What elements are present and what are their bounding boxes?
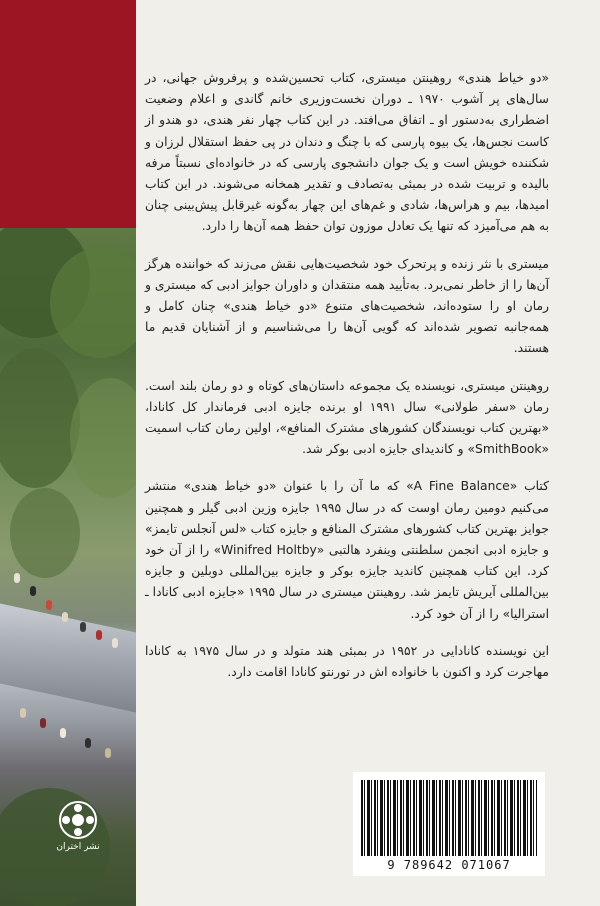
publisher-logo [54,800,102,852]
paragraph-synopsis: «دو خیاط هندی» روهینتن میستری، کتاب تحسین‌شده و پرفروش جهانی، در سال‌های پر آشوب ۱۹۷۰ ـ دوران نخست‌وزیری خانم گاندی و اعلام وضعیت اضطراری به‌دستور او ـ اتفاق می‌افتد. در این کتاب چهار نفر هندی، دو هندو از کاست نجس‌ها، یک بیوه پارسی که با چنگ و دندان در پی حفظ استقلال لرزان و شکننده خویش است و یک جوان دانشجوی پارسی که در خانواده‌ای نسبتاً مرفه بالیده و تربیت شده در بمبئی به‌تصادف و تقدیر همخانه می‌شوند. در این کتاب امیدها، بیم و هراس‌ها، شادی و غم‌های این چهار به‌گونه غیرقابل پیش‌بینی چنان به هم می‌آمیزد که تنها یک تعادل موزون توان حفظ همه آن‌ها را دارد. [145,71,549,234]
spine-red-panel [0,0,136,228]
publisher-emblem-icon [58,800,98,840]
isbn-barcode [353,772,545,876]
paragraph-author: روهینتن میستری، نویسنده یک مجموعه داستان‌های کوتاه و دو رمان بلند است. رمان «سفر طولانی» سال ۱۹۹۱ او برنده جایزه ادبی فرماندار کل کانادا، «بهترین کتاب نویسندگان کشورهای مشترک المنافع»، اولین رمان کتاب اسمیت «SmithBook» و کاندیدای جایزه ادبی بوکر شد. [145,378,549,457]
paragraph-characters: میستری با نثر زنده و پرتحرک خود شخصیت‌هایی نقش می‌زند که خواننده هرگز آن‌ها را از خاطر نمی‌برد. به‌تأیید همه منتقدان و داوران جوایز ادبی که میستری و رمان او را ستوده‌اند، شخصیت‌های متنوع «دو خیاط هندی» چنان کامل و همه‌جانبه تصویر شده‌اند که گویی آن‌ها را می‌شناسیم و از آشنایان قدیم ما هستند. [145,256,549,356]
paragraph-biography: این نویسنده کانادایی در ۱۹۵۲ در بمبئی هند متولد و در سال ۱۹۷۵ به کانادا مهاجرت کرد و اکنون با خانواده اش در تورنتو کانادا اقامت دارد. [145,643,549,680]
isbn-number: 9 789642 071067 [387,858,511,872]
paragraph-awards: کتاب «A Fine Balance» که ما آن را با عنوان «دو خیاط هندی» منتشر می‌کنیم دومین رمان اوست که در سال ۱۹۹۵ جایزه وزین ادبی گیلر و همچنین جوایز بهترین کتاب کشورهای مشترک المنافع و جایزه کتاب «لس آنجلس تایمز» و جایزه ادبی انجمن سلطنتی وینفرد هالتبی «Winifred Holtby» را از آن خود کرد. این کتاب همچنین کاندید جایزه بوکر و جایزه بین‌المللی دوبلین و جایزه بین‌المللی آیریش تایمز شد. روهینتن میستری در سال ۱۹۹۵ «جایزه ادبی کانادا ـ استرالیا» را از آن خود کرد. [145,479,549,621]
barcode-bars [361,780,537,856]
back-cover-text [145,68,549,683]
publisher-name: نشر اختران [56,842,100,852]
